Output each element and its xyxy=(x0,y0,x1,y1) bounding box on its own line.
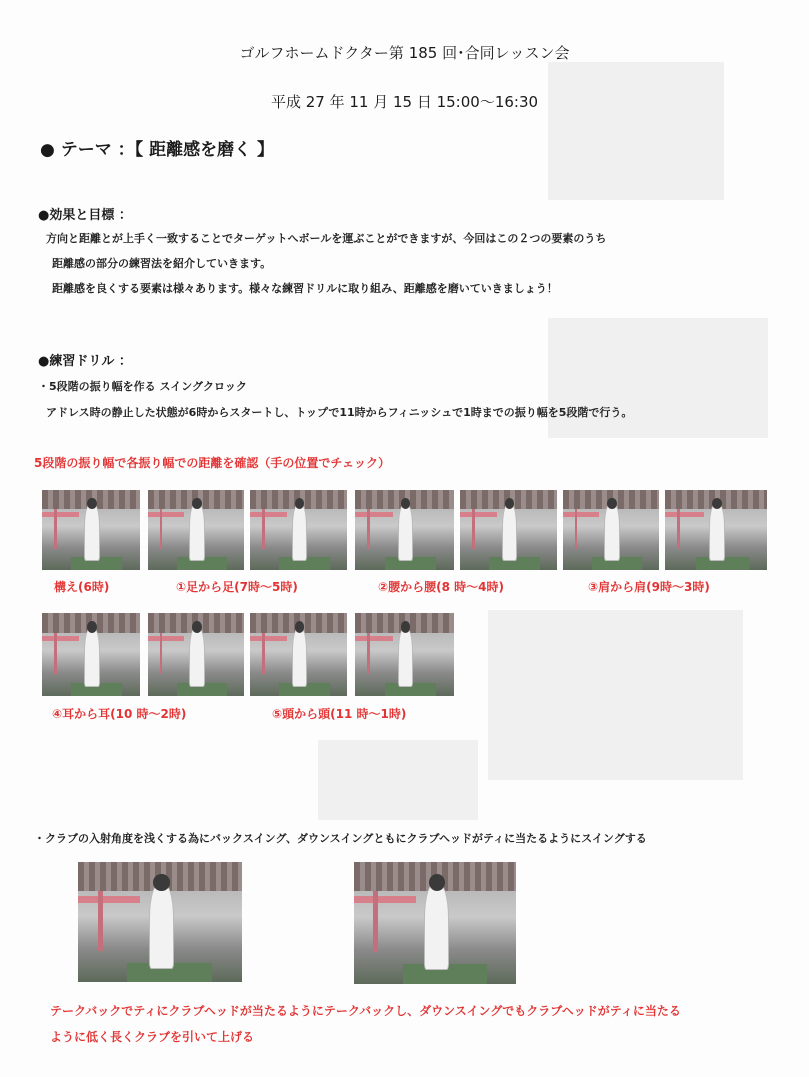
swing-photo xyxy=(563,490,659,570)
swing-photo xyxy=(148,613,244,696)
effects-heading: ●効果と目標 ： xyxy=(38,208,132,223)
red-instruction-line: ように低く長くクラブを引いて上げる xyxy=(50,1030,255,1044)
caption-shoulder-to-shoulder: ③肩から肩(9時～3時) xyxy=(588,580,710,594)
bleed-through-block xyxy=(488,610,743,780)
swing-photo xyxy=(148,490,244,570)
bleed-through-block xyxy=(318,740,478,820)
drill-item-title: ・5段階の振り幅を作る スイングクロック xyxy=(38,380,247,393)
caption-head-to-head: ⑤頭から頭(11 時～1時) xyxy=(272,707,407,721)
bleed-through-block xyxy=(548,62,724,200)
effects-line: 距離感の部分の練習法を紹介していきます。 xyxy=(52,257,272,270)
effects-line: 方向と距離とが上手く一致することでターゲットへボールを運ぶことができますが、今回はこの２つの要素のうち xyxy=(46,232,607,245)
theme-heading: ● テーマ ：【 距離感を磨く 】 xyxy=(40,140,275,160)
caption-foot-to-foot: ①足から足(7時～5時) xyxy=(176,580,298,594)
effects-line: 距離感を良くする要素は様々あります。様々な練習ドリルに取り組み、距離感を磨いていきましょう！ xyxy=(52,282,558,295)
swing-photo xyxy=(460,490,557,570)
red-instruction-line: テークバックでティにクラブヘッドが当たるようにテークバックし、ダウンスイングでもクラブヘッドがティに当たる xyxy=(50,1004,681,1018)
drill-item-title: ・クラブの入射角度を浅くする為にバックスイング、ダウンスイングともにクラブヘッドがティに当たるようにスイングする xyxy=(34,832,647,845)
drill-item-description: アドレス時の静止した状態が6時からスタートし、トップで11時からフィニッシュで1時までの振り幅を5段階で行う。 xyxy=(46,406,633,419)
swing-photo xyxy=(250,490,347,570)
caption-ear-to-ear: ④耳から耳(10 時～2時) xyxy=(52,707,187,721)
document-title: ゴルフホームドクター第 185 回･合同レッスン会 xyxy=(239,44,570,62)
red-note: 5段階の振り幅で各振り幅での距離を確認（手の位置でチェック） xyxy=(34,456,390,470)
swing-photo xyxy=(42,613,140,696)
swing-photo xyxy=(665,490,767,570)
swing-photo xyxy=(355,490,454,570)
caption-address: 構え(6時) xyxy=(54,580,110,594)
swing-photo xyxy=(42,490,140,570)
document-date: 平成 27 年 11 月 15 日 15:00～16:30 xyxy=(270,93,539,111)
tee-drill-photo xyxy=(78,862,242,982)
bleed-through-block xyxy=(548,318,768,438)
swing-photo xyxy=(355,613,454,696)
drill-heading: ●練習ドリル ： xyxy=(38,354,132,369)
caption-waist-to-waist: ②腰から腰(8 時～4時) xyxy=(378,580,505,594)
swing-photo xyxy=(250,613,347,696)
tee-drill-photo xyxy=(354,862,516,984)
